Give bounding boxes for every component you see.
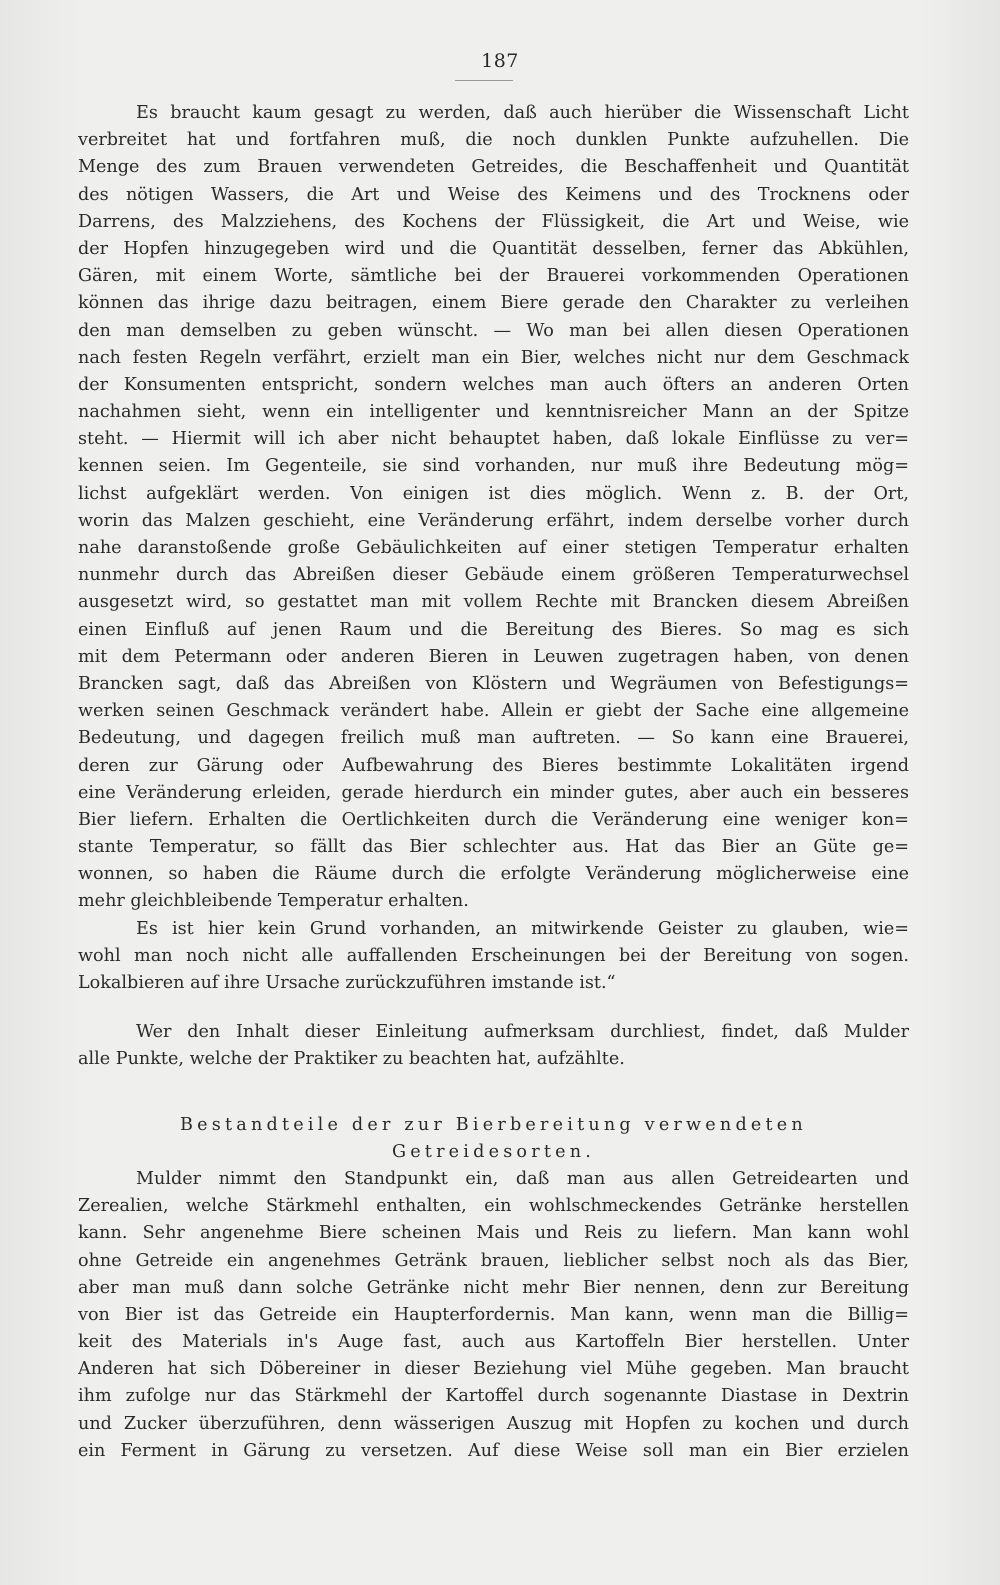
text-line: ihm zufolge nur das Stärkmehl der Kartoffel durch sogenannte Diastase in Dextrin xyxy=(78,1386,909,1407)
paragraph-section xyxy=(78,1166,909,1465)
paragraph-summary xyxy=(78,1019,909,1073)
text-line: Es ist hier kein Grund vorhanden, an mitwirkende Geister zu glauben, wie= xyxy=(136,918,909,939)
paragraph-quote-2 xyxy=(78,916,909,998)
text-line: können das ihrige dazu beitragen, einem Biere gerade den Charakter zu verleihen xyxy=(78,293,909,314)
text-line: Gären, mit einem Worte, sämtliche bei der Brauerei vorkommenden Operationen xyxy=(78,266,909,287)
text-line: worin das Malzen geschieht, eine Veränderung erfährt, indem derselbe vorher durch xyxy=(78,510,909,531)
text-line: deren zur Gärung oder Aufbewahrung des Bieres bestimmte Lokalitäten irgend xyxy=(78,755,909,776)
text-line: wonnen, so haben die Räume durch die erfolgte Veränderung möglicherweise eine xyxy=(78,864,909,885)
text-line: Es braucht kaum gesagt zu werden, daß auch hierüber die Wissenschaft Licht xyxy=(136,103,909,123)
text-line: Lokalbieren auf ihre Ursache zurückzuführen imstande ist.“ xyxy=(78,973,616,993)
paragraph-quote-1 xyxy=(78,100,909,916)
text-line: stante Temperatur, so fällt das Bier schlechter aus. Hat das Bier an Güte ge= xyxy=(78,837,909,858)
text-line: der Hopfen hinzugegeben wird und die Quantität desselben, ferner das Abkühlen, xyxy=(78,238,909,259)
text-line: nahe daranstoßende große Gebäulichkeiten auf einer stetigen Temperatur erhalten xyxy=(78,538,909,558)
text-line: Anderen hat sich Döbereiner in dieser Beziehung viel Mühe gegeben. Man braucht xyxy=(78,1359,909,1380)
text-line: steht. — Hiermit will ich aber nicht behauptet haben, daß lokale Einflüsse zu ver= xyxy=(78,429,909,450)
body-text xyxy=(78,100,909,1465)
text-line: ein Ferment in Gärung zu versetzen. Auf diese Weise soll man ein Bier erzielen xyxy=(78,1440,909,1461)
text-line: Darrens, des Malzziehens, des Kochens der Flüssigkeit, die Art und Weise, wie xyxy=(78,211,909,232)
text-line: ausgesetzt wird, so gestattet man mit vollem Rechte mit Brancken diesem Abreißen xyxy=(78,592,909,613)
text-line: verbreitet hat und fortfahren muß, die noch dunklen Punkte aufzuhellen. Die xyxy=(78,130,909,151)
text-line: von Bier ist das Getreide ein Haupterfordernis. Man kann, wenn man die Billig= xyxy=(78,1304,909,1325)
paragraph-gap xyxy=(78,997,909,1019)
text-line: eine Veränderung erleiden, gerade hierdurch ein minder gutes, aber auch ein besseres xyxy=(78,782,909,803)
text-line: alle Punkte, welche der Praktiker zu beachten hat, aufzählte. xyxy=(78,1049,625,1070)
text-line: Zerealien, welche Stärkmehl enthalten, ein wohlschmeckendes Getränke herstellen xyxy=(78,1196,909,1217)
text-line: kennen seien. Im Gegenteile, sie sind vorhanden, nur muß ihre Bedeutung mög= xyxy=(78,456,909,477)
text-line: und Zucker überzuführen, denn wässerigen Auszug mit Hopfen zu kochen und durch xyxy=(78,1413,909,1434)
heading-line: Bestandteile der zur Bierbereitung verwendeten xyxy=(180,1114,807,1135)
text-line: der Konsumenten entspricht, sondern welches man auch öfters an anderen Orten xyxy=(78,374,909,395)
text-line: mit dem Petermann oder anderen Bieren in Leuwen zugetragen haben, von denen xyxy=(78,646,909,667)
text-line: Wer den Inhalt dieser Einleitung aufmerksam durchliest, findet, daß Mulder xyxy=(136,1022,909,1043)
section-gap xyxy=(78,1074,909,1112)
text-line: ohne Getreide ein angenehmes Getränk brauen, lieblicher selbst noch als das Bier, xyxy=(78,1250,909,1271)
section-heading xyxy=(78,1112,909,1166)
text-line: Brancken sagt, daß das Abreißen von Klöstern und Wegräumen von Befestigungs= xyxy=(78,673,909,694)
heading-line: Getreidesorten. xyxy=(391,1141,596,1162)
text-line: Bedeutung, und dagegen freilich muß man auftreten. — So kann eine Brauerei, xyxy=(78,728,909,749)
text-line: Bier liefern. Erhalten die Oertlichkeiten durch die Veränderung eine weniger kon= xyxy=(78,809,909,830)
text-line: mehr gleichbleibende Temperatur erhalten. xyxy=(78,891,469,912)
text-line: des nötigen Wassers, die Art und Weise des Keimens und des Trocknens oder xyxy=(78,184,909,205)
text-line: nach festen Regeln verfährt, erzielt man ein Bier, welches nicht nur dem Geschmack xyxy=(78,347,909,368)
text-line: den man demselben zu geben wünscht. — Wo man bei allen diesen Operationen xyxy=(78,320,909,341)
text-line: keit des Materials in's Auge fast, auch aus Kartoffeln Bier herstellen. Unter xyxy=(78,1332,909,1353)
text-line: einen Einfluß auf jenen Raum und die Bereitung des Bieres. So mag es sich xyxy=(78,619,909,640)
text-line: lichst aufgeklärt werden. Von einigen ist dies möglich. Wenn z. B. der Ort, xyxy=(78,483,909,504)
text-line: nachahmen sieht, wenn ein intelligenter und kenntnisreicher Mann an der Spitze xyxy=(78,402,909,423)
text-line: Menge des zum Brauen verwendeten Getreides, die Beschaffenheit und Quantität xyxy=(78,157,909,178)
text-line: nunmehr durch das Abreißen dieser Gebäude einem größeren Temperaturwechsel xyxy=(78,565,909,586)
text-line: Mulder nimmt den Standpunkt ein, daß man aus allen Getreidearten und xyxy=(136,1168,909,1189)
page-number: 187 xyxy=(481,50,519,72)
text-line: werken seinen Geschmack verändert habe. Allein er giebt der Sache eine allgemeine xyxy=(78,701,909,722)
page-number-rule xyxy=(455,80,513,81)
text-line: kann. Sehr angenehme Biere scheinen Mais und Reis zu liefern. Man kann wohl xyxy=(78,1223,909,1244)
text-line: aber man muß dann solche Getränke nicht mehr Bier nennen, denn zur Bereitung xyxy=(78,1277,909,1298)
text-line: wohl man noch nicht alle auffallenden Erscheinungen bei der Bereitung von sogen. xyxy=(78,945,909,966)
